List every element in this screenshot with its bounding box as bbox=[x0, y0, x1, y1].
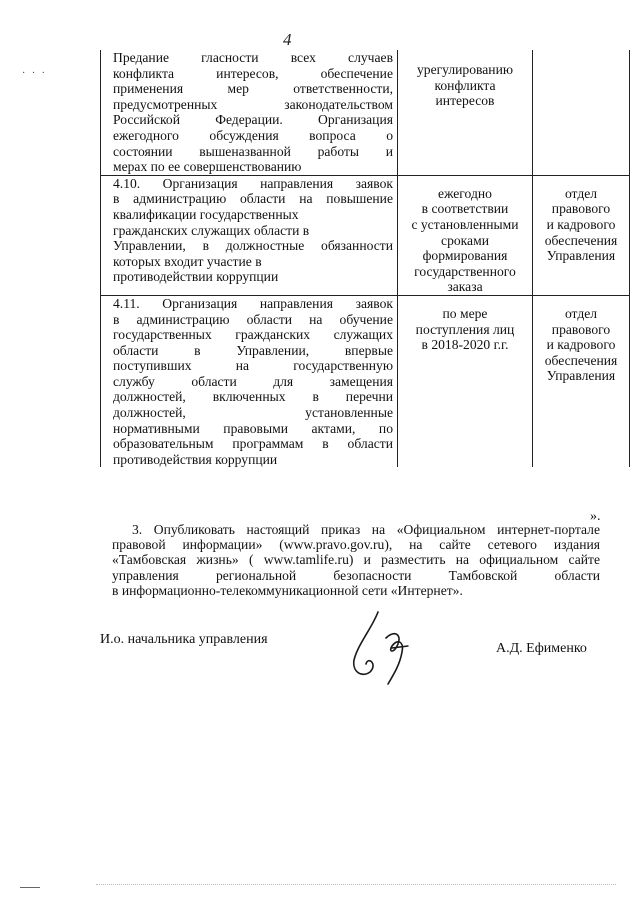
cell-line: Управления bbox=[546, 368, 616, 384]
cell-line: Управления bbox=[546, 248, 616, 264]
cell-line: области в Управлении, впервые bbox=[113, 342, 393, 358]
cell-line: ежегодного обсуждения вопроса о bbox=[113, 127, 393, 143]
table-cell-deadline bbox=[398, 175, 533, 295]
cell-line: государственного bbox=[414, 263, 516, 279]
cell-line: квалификации государственных bbox=[113, 206, 299, 222]
cell-line: гражданских служащих области в bbox=[113, 222, 310, 238]
table-cell-responsible bbox=[533, 295, 630, 467]
cell-line: интересов bbox=[435, 93, 495, 109]
scan-edge-mark bbox=[20, 887, 40, 888]
cell-line: конфликта bbox=[434, 77, 496, 93]
paragraph-line: в информационно-телекоммуникационной сети «Интернет». bbox=[112, 582, 463, 598]
cell-line: правового bbox=[551, 201, 611, 217]
table-cell-responsible bbox=[533, 175, 630, 295]
cell-line: Управлении, в должностные обязанности bbox=[113, 238, 393, 254]
paragraph-line: правовой информации» (www.pravo.gov.ru), на сайте сетевого издания bbox=[112, 537, 600, 553]
cell-line: применения мер ответственности, bbox=[113, 81, 393, 97]
cell-line: в администрацию области на обучение bbox=[113, 311, 393, 327]
cell-line: отдел bbox=[564, 305, 598, 321]
cell-line: и кадрового bbox=[546, 216, 616, 232]
table-cell-deadline bbox=[398, 295, 533, 467]
cell-line: предусмотренных законодательством bbox=[113, 96, 393, 112]
cell-line: с установленными bbox=[411, 216, 519, 232]
table-cell-measure bbox=[101, 295, 398, 467]
cell-line: 4.10. Организация направления заявок bbox=[113, 175, 393, 191]
table-cell-responsible bbox=[533, 50, 630, 175]
cell-line: поступивших на государственную bbox=[113, 358, 393, 374]
cell-line: поступления лиц bbox=[415, 321, 515, 337]
signature-drawing bbox=[348, 608, 428, 688]
cell-line: которых входит участие в bbox=[113, 253, 262, 269]
cell-line: состоянии вышеназванной работы и bbox=[113, 143, 393, 159]
cell-line: правового bbox=[551, 321, 611, 337]
cell-line: отдел bbox=[564, 185, 598, 201]
cell-line: в соответствии bbox=[421, 201, 509, 217]
cell-line: противодействии коррупции bbox=[113, 269, 279, 285]
cell-line: обеспечения bbox=[544, 352, 618, 368]
table-row bbox=[101, 50, 630, 175]
cell-line: сроками bbox=[441, 232, 489, 248]
cell-line: службу области для замещения bbox=[113, 373, 393, 389]
paragraph-line: «Тамбовская жизнь» ( www.tamlife.ru) и разместить на официальном сайте bbox=[112, 552, 600, 568]
cell-line: мерах по ее совершенствованию bbox=[113, 159, 302, 175]
margin-marks: · · · bbox=[22, 68, 47, 79]
table-cell-deadline bbox=[398, 50, 533, 175]
cell-line: в администрацию области на повышение bbox=[113, 191, 393, 207]
paragraph-line: 3. Опубликовать настоящий приказ на «Официальном интернет-портале bbox=[132, 522, 600, 537]
publication-paragraph bbox=[112, 522, 600, 598]
cell-line: образовательным программам в области bbox=[113, 436, 393, 452]
cell-line: конфликта интересов, обеспечение bbox=[113, 65, 393, 81]
signatory-title: И.о. начальника управления bbox=[100, 632, 268, 647]
cell-line: ежегодно bbox=[438, 185, 492, 201]
table-cell-measure bbox=[101, 175, 398, 295]
cell-line: заказа bbox=[447, 279, 483, 295]
page-number: 4 bbox=[283, 30, 292, 49]
table-cell-measure bbox=[101, 50, 398, 175]
cell-line: 4.11. Организация направления заявок bbox=[113, 295, 393, 311]
cell-line: обеспечения bbox=[544, 232, 618, 248]
cell-line: Российской Федерации. Организация bbox=[113, 112, 393, 128]
cell-line: по мере bbox=[442, 305, 488, 321]
signatory-name: А.Д. Ефименко bbox=[496, 641, 587, 656]
handwritten-signature bbox=[348, 608, 428, 693]
cell-line: должностей, установленные bbox=[113, 405, 393, 421]
closing-quote: ». bbox=[590, 509, 601, 524]
cell-line: противодействия коррупции bbox=[113, 451, 278, 467]
table-row bbox=[101, 175, 630, 295]
scan-edge-line bbox=[96, 884, 616, 886]
cell-line: в 2018-2020 г.г. bbox=[421, 337, 509, 353]
cell-line: нормативными правовыми актами, по bbox=[113, 420, 393, 436]
measures-table bbox=[100, 50, 630, 467]
paragraph-line: управления региональной безопасности Тамбовской области bbox=[112, 567, 600, 583]
cell-line: Предание гласности всех случаев bbox=[113, 50, 393, 65]
cell-line: и кадрового bbox=[546, 337, 616, 353]
cell-line: урегулированию bbox=[416, 62, 514, 77]
table-row bbox=[101, 295, 630, 467]
cell-line: государственных гражданских служащих bbox=[113, 327, 393, 343]
cell-line: должностей, включенных в перечни bbox=[113, 389, 393, 405]
cell-line: формирования bbox=[422, 248, 508, 264]
